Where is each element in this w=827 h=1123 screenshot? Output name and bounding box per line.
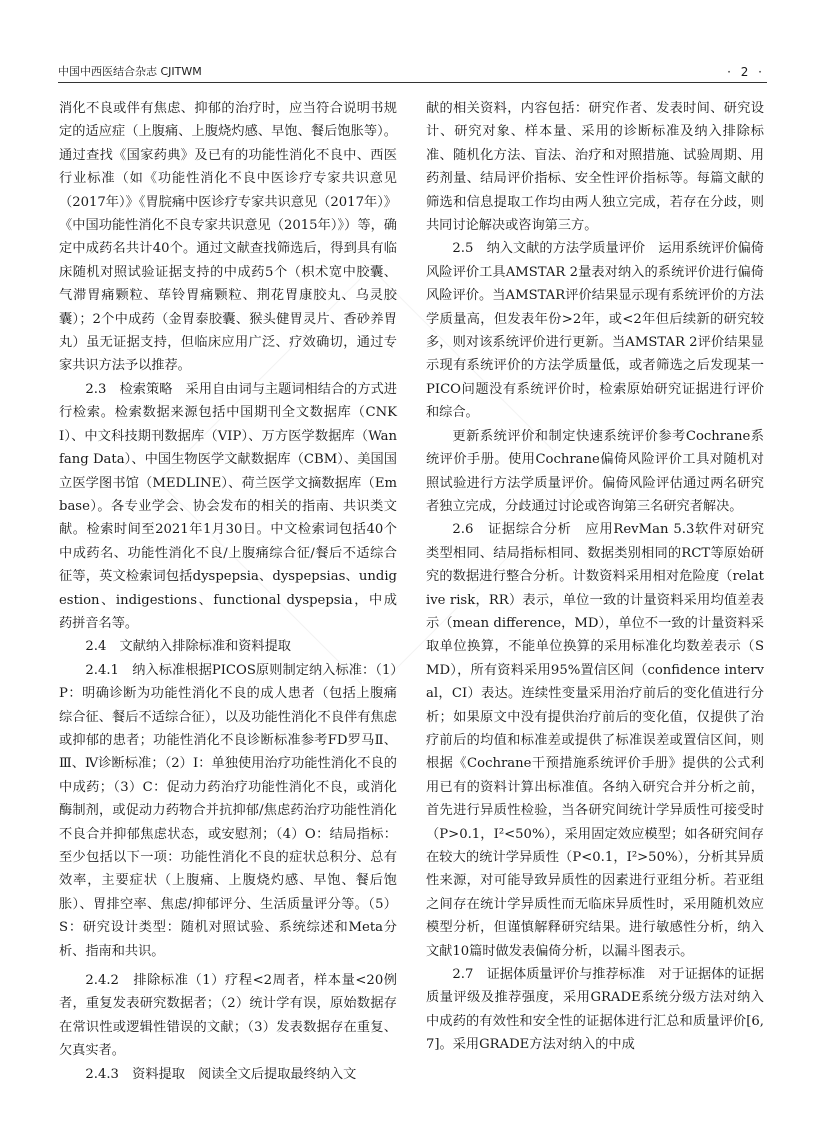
left-column [59, 97, 397, 1086]
section-2-6: 2.6 证据综合分析 应用RevMan 5.3软件对研究类型相同、结局指标相同、数据类别相同的RCT等原始研究的数据进行整合分析。计数资料采用相对危险度（relative risk，RR）表示，单位一致的计量资料采用均值差表示（mean difference，MD），单位不一致的计量资料采取单位换算，不能单位换算的采用标准化均数差表示（SMD），所有资料采用95%置信区间（confidence interval，CI）表达。连续性变量采用治疗前后的变化值进行分析；如果原文中没有提供治疗前后的变化值，仅提供了治疗前后的均值和标准差或提供了标准误差或置信区间，则根据《Cochrane干预措施系统评价手册》提供的公式利用已有的资料计算出标准值。各纳入研究合并分析之前，首先进行异质性检验，当各研究间统计学异质性可接受时（P>0.1，I²<50%），采用固定效应模型；如各研究间存在较大的统计学异质性（P<0.1，I²>50%），分析其异质性来源，对可能导致异质性的因素进行亚组分析。若亚组之间存在统计学异质性而无临床异质性时，采用随机效应模型分析，但谨慎解释研究结果。进行敏感性分析，纳入文献10篇时做发表偏倚分析，以漏斗图表示。 [426, 522, 764, 959]
section-2-4-2: 2.4.2 排除标准（1）疗程<2周者，样本量<20例者，重复发表研究数据者；（2）统计学有误，原始数据存在常识性或逻辑性错误的文献；（3）发表数据存在重复、欠真实者。 [59, 973, 397, 1059]
paragraph: 献的相关资料，内容包括：研究作者、发表时间、研究设计、研究对象、样本量、采用的诊断标准及纳入排除标准、随机化方法、盲法、治疗和对照措施、试验周期、用药剂量、结局评价指标、安全性评价指标等。每篇文献的筛选和信息提取工作均由两人独立完成，若存在分歧，则共同讨论解决或咨询第三方。 [426, 101, 764, 234]
section-2-4-1: 2.4.1 纳入标准根据PICOS原则制定纳入标准：（1）P：明确诊断为功能性消化不良的成人患者（包括上腹痛综合征、餐后不适综合征），以及功能性消化不良伴有焦虑或抑郁的患者；功能性消化不良诊断标准参考FD罗马Ⅱ、Ⅲ、Ⅳ诊断标准；（2）I：单独使用治疗功能性消化不良的中成药；（3）C：促动力药治疗功能性消化不良，或消化酶制剂，或促动力药物合并抗抑郁/焦虑药治疗功能性消化不良合并抑郁焦虑状态，或安慰剂；（4）O：结局指标：至少包括以下一项：功能性消化不良的症状总积分、总有效率，主要症状（上腹痛、上腹烧灼感、早饱、餐后饱胀）、胃排空率、焦虑/抑郁评分、生活质量评分等。（5）S：研究设计类型：随机对照试验、系统综述和Meta分析、指南和共识。 [59, 662, 397, 959]
section-2-5: 2.5 纳入文献的方法学质量评价 运用系统评价偏倚风险评价工具AMSTAR 2量表对纳入的系统评价进行偏倚风险评价。当AMSTAR评价结果显示现有系统评价的方法学质量高，但发表年份>2年，或<2年但后续新的研究较多，则对该系统评价进行更新。当AMSTAR 2评价结果显示现有系统评价的方法学质量低，或者筛选之后发现某一PICO问题没有系统评价时，检索原始研究证据进行评价和综合。 [426, 241, 764, 421]
paragraph: 更新系统评价和制定快速系统评价参考Cochrane系统评价手册。使用Cochrane偏倚风险评价工具对随机对照试验进行方法学质量评价。偏倚风险评估通过两名研究者独立完成，分歧通过讨论或咨询第三名研究者解决。 [426, 428, 764, 514]
paragraph: 消化不良或伴有焦虑、抑郁的治疗时，应当符合说明书规定的适应症（上腹痛、上腹烧灼感、早饱、餐后饱胀等）。通过查找《国家药典》及已有的功能性消化不良中、西医行业标准（如《功能性消化不良中医诊疗专家共识意见（2017年）》《胃脘痛中医诊疗专家共识意见（2017年）》《中国功能性消化不良专家共识意见（2015年）》）等，确定中成药名共计40个。通过文献查找筛选后，得到具有临床随机对照试验证据支持的中成药5个（枳术宽中胶囊、气滞胃痛颗粒、荜铃胃痛颗粒、荆花胃康胶丸、乌灵胶囊）；2个中成药（金胃泰胶囊、猴头健胃灵片、香砂养胃丸）虽无证据支持，但临床应用广泛、疗效确切，通过专家共识方法予以推荐。 [59, 101, 397, 374]
section-2-7: 2.7 证据体质量评价与推荐标准 对于证据体的证据质量评级及推荐强度，采用GRADE系统分级方法对纳入中成药的有效性和安全性的证据体进行汇总和质量评价[6,7]。采用GRADE方法对纳入的中成 [426, 967, 764, 1053]
running-header [58, 64, 767, 83]
section-2-4-heading: 2.4 文献纳入排除标准和资料提取 [85, 639, 291, 655]
page-number: · 2 · [727, 65, 765, 79]
section-2-4-3: 2.4.3 资料提取 阅读全文后提取最终纳入文 [85, 1066, 357, 1082]
journal-name: 中国中西医结合杂志 CJITWM [58, 65, 202, 78]
right-column [426, 97, 764, 1057]
section-2-3: 2.3 检索策略 采用自由词与主题词相结合的方式进行检索。检索数据来源包括中国期刊全文数据库（CNKI）、中文科技期刊数据库（VIP）、万方医学数据库（Wanfang Data）、中国生物医学文献数据库（CBM）、美国国立医学图书馆（MEDLINE）、荷兰医学文摘数据库（Embase）。各专业学会、协会发布的相关的指南、共识类文献。检索时间至2021年1月30日。中文检索词包括40个中成药名、功能性消化不良/上腹痛综合征/餐后不适综合征等，英文检索词包括dyspepsia、dyspepsias、undigestion、indigestions、functional dyspepsia，中成药拼音名等。 [59, 381, 397, 631]
